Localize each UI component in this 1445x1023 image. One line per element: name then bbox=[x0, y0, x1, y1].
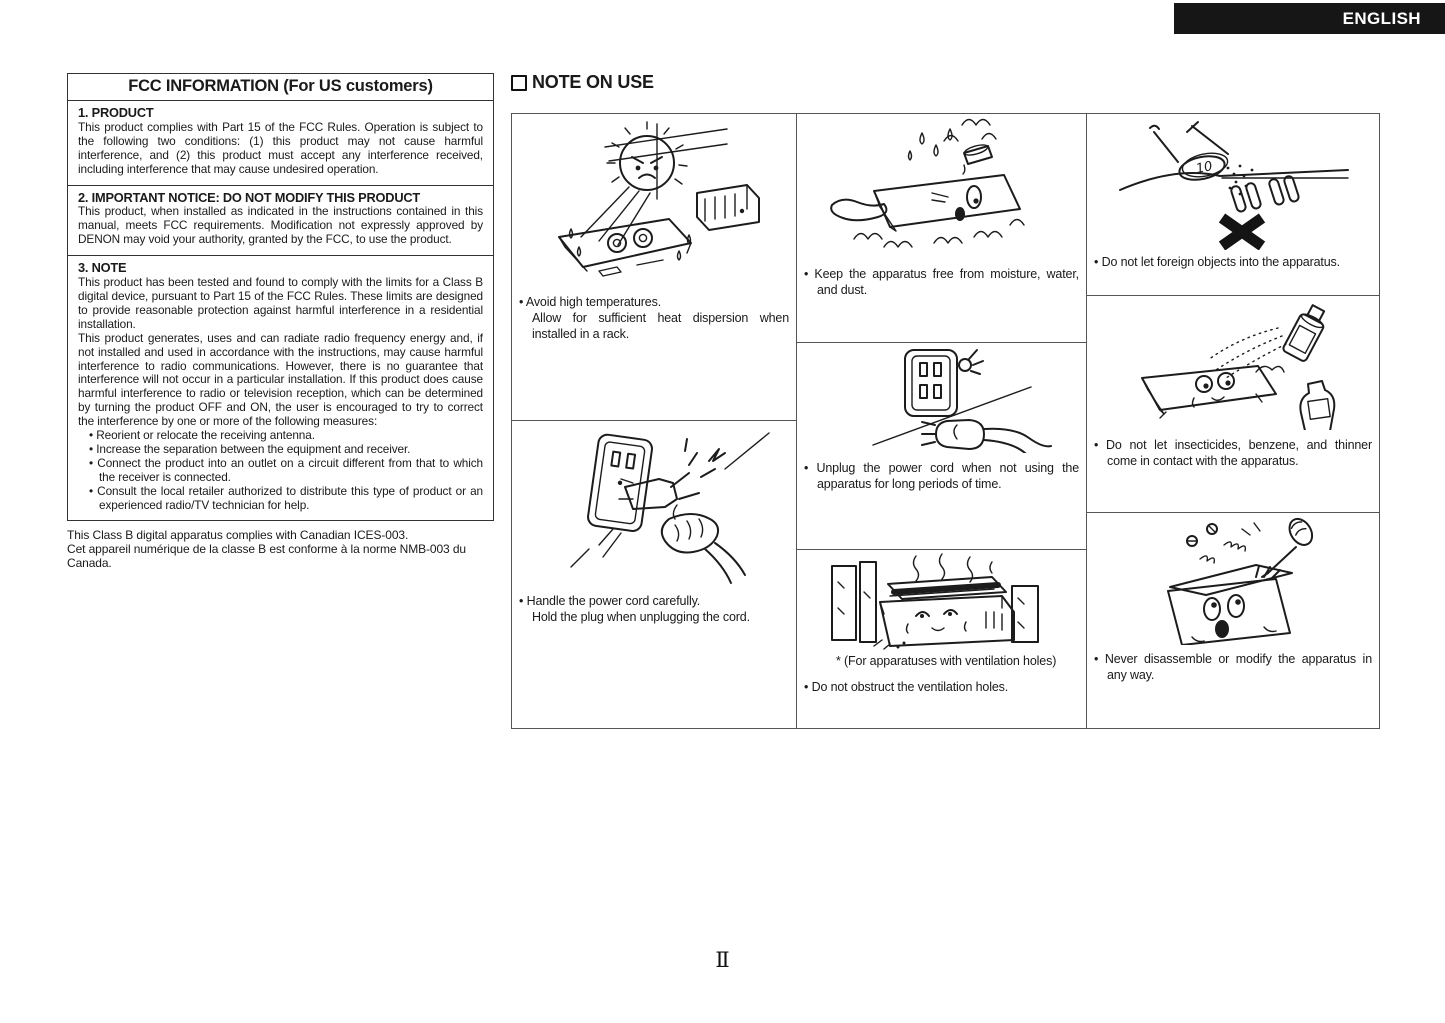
page-number: Ⅱ bbox=[715, 948, 730, 972]
caption-line: • Do not let foreign objects into the apparatus. bbox=[1094, 254, 1372, 270]
moisture-water-dust-illustration bbox=[797, 114, 1086, 262]
note-on-use-table bbox=[511, 113, 1380, 729]
fcc-section-notice-heading: 2. IMPORTANT NOTICE: DO NOT MODIFY THIS PRODUCT bbox=[78, 189, 421, 205]
note-table-column-3 bbox=[1087, 114, 1379, 728]
caption-line: • Avoid high temperatures. bbox=[519, 294, 789, 310]
caption-avoid-high-temperatures bbox=[512, 294, 796, 342]
caption-line: • Keep the apparatus free from moisture, water, and dust. bbox=[804, 266, 1079, 298]
disassemble-illustration bbox=[1087, 513, 1379, 647]
fcc-section-note-para2: This product generates, uses and can radiate radio frequency energy and, if not installed and used in accordance with the instructions, may cause harmful interference to radio communications. However, there is no guarantee that interference will not occur in a particular installation. If this product does cause harmful interference to radio or television reception, which can be determined by turning the product OFF and ON, the user is encouraged to try to correct the interference by one or more of the following measures: bbox=[78, 330, 483, 429]
caption-unplug bbox=[797, 460, 1086, 492]
fcc-note-bullet-list bbox=[78, 429, 483, 512]
fcc-note-bullet: • Consult the local retailer authorized to distribute this type of product or an experienced radio/TV technician for help. bbox=[78, 485, 483, 513]
fcc-section-note-para1: This product has been tested and found to comply with the limits for a Class B digital device, pursuant to Part 15 of the FCC Rules. These limits are designed to provide reasonable protection against harmful interference in a residential installation. bbox=[78, 275, 483, 331]
checkbox-square-icon bbox=[511, 75, 527, 91]
fcc-note-bullet: • Reorient or relocate the receiving antenna. bbox=[78, 429, 483, 443]
caption-line: • Never disassemble or modify the apparatus in any way. bbox=[1094, 651, 1372, 683]
caption-disassemble bbox=[1087, 651, 1379, 683]
fcc-box-title: FCC INFORMATION (For US customers) bbox=[68, 74, 493, 101]
cell-insecticide bbox=[1087, 296, 1379, 513]
note-table-column-1 bbox=[512, 114, 797, 728]
coin-label: 10 bbox=[1194, 158, 1214, 178]
caption-line: • Handle the power cord carefully. bbox=[519, 593, 789, 609]
ventilation-asterisk-note: * (For apparatuses with ventilation holes) bbox=[836, 654, 1057, 668]
unplug-cord-illustration bbox=[797, 343, 1086, 455]
ices-note-english: This Class B digital apparatus complies with Canadian ICES-003. bbox=[67, 528, 409, 542]
language-banner-label: ENGLISH bbox=[1342, 8, 1421, 28]
cell-handle-power-cord bbox=[512, 421, 796, 728]
fcc-section-note bbox=[68, 256, 493, 520]
note-table-column-2 bbox=[797, 114, 1087, 728]
cell-moisture-water-dust bbox=[797, 114, 1086, 343]
caption-line: Allow for sufficient heat dispersion when installed in a rack. bbox=[532, 311, 789, 341]
handle-cord-illustration bbox=[512, 421, 796, 589]
cell-avoid-high-temperatures bbox=[512, 114, 796, 421]
caption-line: • Do not let insecticides, benzene, and thinner come in contact with the apparatus. bbox=[1094, 437, 1372, 469]
fcc-section-notice bbox=[68, 186, 493, 257]
cell-ventilation-holes bbox=[797, 550, 1086, 728]
fcc-section-note-heading: 3. NOTE bbox=[78, 260, 127, 276]
caption-handle-power-cord bbox=[512, 593, 796, 625]
fcc-information-box bbox=[67, 73, 494, 521]
note-on-use-title: NOTE ON USE bbox=[532, 72, 654, 92]
language-banner bbox=[1174, 3, 1445, 34]
caption-foreign-objects bbox=[1087, 254, 1379, 270]
ices-note-french: Cet appareil numérique de la classe B est conforme à la norme NMB-003 du Canada. bbox=[67, 541, 467, 570]
cell-unplug-power-cord bbox=[797, 343, 1086, 550]
cell-foreign-objects bbox=[1087, 114, 1379, 296]
fcc-section-product bbox=[68, 101, 493, 186]
fcc-note-bullet: • Connect the product into an outlet on a circuit different from that to which the receiver is connected. bbox=[78, 457, 483, 485]
caption-line: Hold the plug when unplugging the cord. bbox=[532, 610, 750, 624]
fcc-note-bullet: • Increase the separation between the equipment and receiver. bbox=[78, 443, 483, 457]
caption-insecticide bbox=[1087, 437, 1379, 469]
fcc-section-product-body: This product complies with Part 15 of the FCC Rules. Operation is subject to the following two conditions: (1) this product may not cause harmful interference, and (2) this product must accept any interference received, including interference that may cause undesired operation. bbox=[78, 119, 483, 176]
cell-never-disassemble bbox=[1087, 513, 1379, 728]
caption-line: • Do not obstruct the ventilation holes. bbox=[804, 679, 1079, 695]
foreign-objects-illustration bbox=[1087, 114, 1379, 252]
note-on-use-header bbox=[511, 72, 654, 93]
ices-note bbox=[67, 529, 503, 570]
caption-ventilation bbox=[797, 679, 1086, 695]
fcc-section-product-heading: 1. PRODUCT bbox=[78, 105, 154, 120]
sun-heat-illustration bbox=[512, 114, 796, 292]
fcc-section-notice-body: This product, when installed as indicated in the instructions contained in this manual, meets FCC requirements. Modification not expressly approved by DENON may void your authority, granted by the FCC, to use the product. bbox=[78, 204, 483, 247]
caption-line: • Unplug the power cord when not using the apparatus for long periods of time. bbox=[804, 460, 1079, 492]
ventilation-illustration bbox=[797, 550, 1086, 652]
caption-moisture bbox=[797, 266, 1086, 298]
insecticide-illustration bbox=[1087, 296, 1379, 432]
